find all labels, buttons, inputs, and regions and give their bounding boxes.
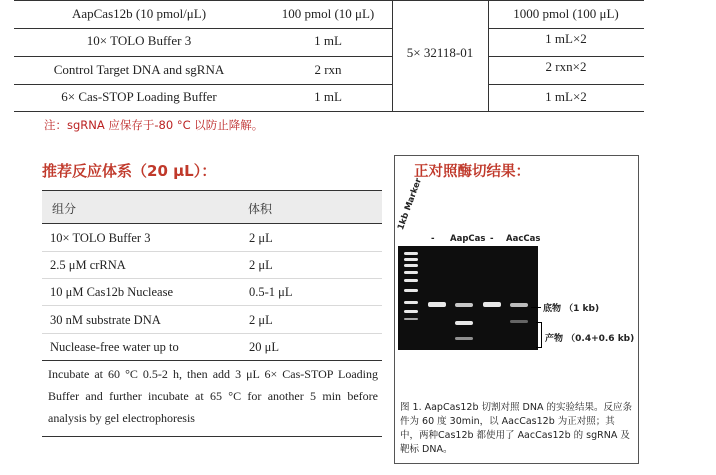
substrate-arrow <box>531 307 541 308</box>
substrate-band <box>455 303 473 307</box>
marker-band <box>404 310 418 313</box>
table-cell-pack: 1 mL×2 <box>545 31 587 46</box>
table-cell-qty: 100 pmol (10 μL) <box>281 6 375 21</box>
table-cell-name: AapCas12b (10 pmol/μL) <box>71 6 207 21</box>
lane-label: - <box>490 234 494 244</box>
marker-band <box>404 264 418 267</box>
recipe-instructions: Incubate at 60 °C 0.5-2 h, then add 3 μL 6× Cas-STOP Loading Buffer and further incubate at 65 °C for another 5 min before analysis by gel electrophoresis <box>48 367 378 425</box>
recipe-table-header <box>42 191 382 223</box>
recipe-component: Nuclease-free water up to <box>50 340 179 354</box>
lane-label: - <box>431 234 435 244</box>
product-label: 产物 （0.4+0.6 kb) <box>545 334 635 344</box>
marker-band <box>404 318 418 320</box>
marker-band <box>404 258 418 261</box>
gel-figure-title: 正对照酶切结果： <box>414 164 530 180</box>
substrate-band <box>428 302 446 307</box>
storage-note: 注：sgRNA 应保存于-80 °C 以防止降解。 <box>44 118 264 132</box>
recipe-volume: 20 μL <box>249 340 279 354</box>
product-band <box>455 337 473 340</box>
table-cell-pack: 1 mL×2 <box>545 89 587 104</box>
gel-figure-caption: 图 1. AapCas12b 切割对照 DNA 的实验结果。反应条件为 60 度 30min，以 AacCas12b 为正对照；其中，两种Cas12b 都使用了 AacCas12b 的 sgRNA 及靶标 DNA。 <box>400 402 632 455</box>
recipe-component: 10× TOLO Buffer 3 <box>50 231 151 245</box>
marker-band <box>404 252 418 255</box>
table-cell-pack: 1000 pmol (100 μL) <box>513 6 619 21</box>
recipe-volume: 2 μL <box>249 258 273 272</box>
table-cell-pack: 2 rxn×2 <box>545 59 587 74</box>
gel-image <box>398 246 538 350</box>
recipe-component: 30 nM substrate DNA <box>50 313 161 327</box>
table-cell-name: 6× Cas-STOP Loading Buffer <box>61 89 217 104</box>
recipe-volume: 0.5-1 μL <box>249 285 293 299</box>
substrate-label: 底物 （1 kb) <box>543 304 600 314</box>
recipe-volume: 2 μL <box>249 313 273 327</box>
marker-band <box>404 271 418 274</box>
substrate-band <box>483 302 501 307</box>
table-cell-name: 10× TOLO Buffer 3 <box>86 33 192 48</box>
recipe-component: 10 μM Cas12b Nuclease <box>50 285 173 299</box>
table-cell-qty: 1 mL <box>314 89 342 104</box>
marker-band <box>404 289 418 292</box>
marker-band <box>404 279 418 282</box>
product-bracket <box>536 322 542 348</box>
recipe-title: 推荐反应体系（20 μL）： <box>42 162 217 180</box>
product-band <box>455 321 473 325</box>
recipe-component: 2.5 μM crRNA <box>50 258 126 272</box>
table-cell-qty: 2 rxn <box>314 62 342 77</box>
catalog-number: 5× 32118-01 <box>406 45 474 60</box>
recipe-volume: 2 μL <box>249 231 273 245</box>
header-volume: 体积 <box>248 202 273 216</box>
substrate-band <box>510 303 528 307</box>
header-component: 组分 <box>52 202 77 216</box>
lane-label-marker: 1kb Marker <box>396 176 424 232</box>
lane-label: AapCas <box>450 234 486 244</box>
product-band <box>510 320 528 323</box>
table-cell-qty: 1 mL <box>314 33 342 48</box>
marker-band <box>404 301 418 304</box>
lane-label: AacCas <box>506 234 541 244</box>
table-cell-name: Control Target DNA and sgRNA <box>53 62 225 77</box>
